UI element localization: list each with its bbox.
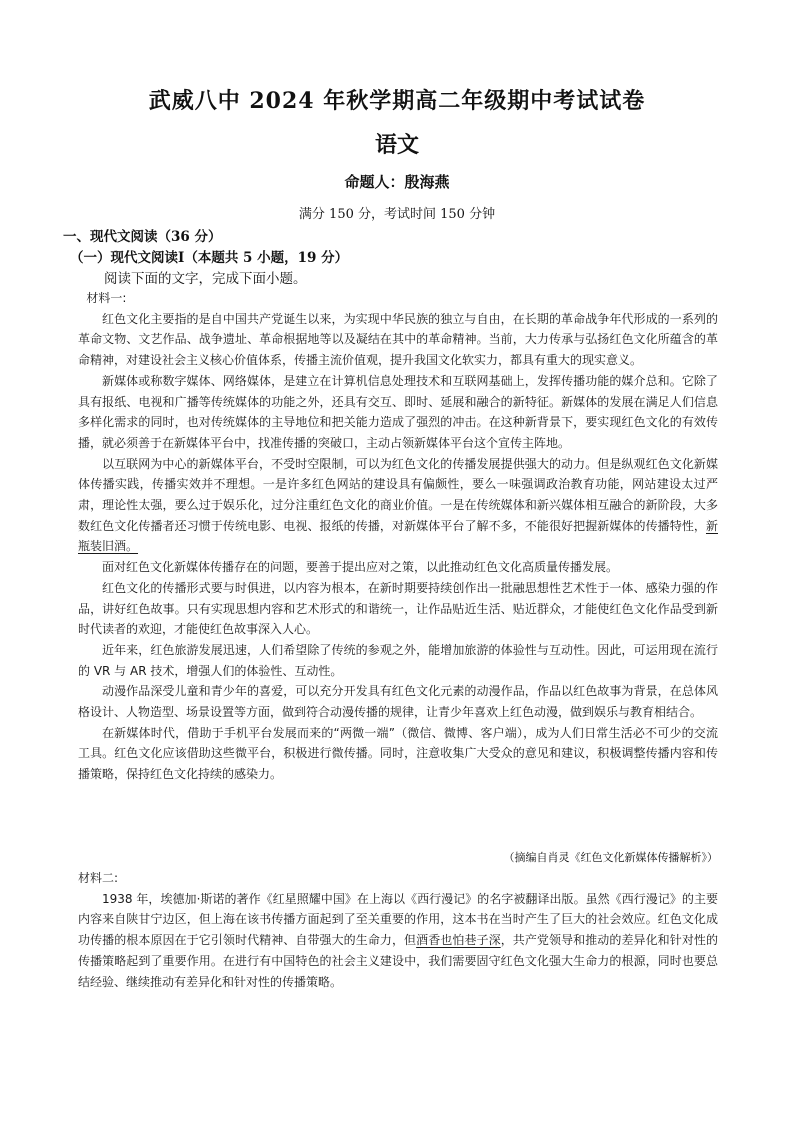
- paragraph: 近年来，红色旅游发展迅速，人们希望除了传统的参观之外，能增加旅游的体验性与互动性。因此，可运用现在流行的 VR 与 AR 技术，增强人们的体验性、互动性。: [78, 642, 718, 678]
- paragraph: 动漫作品深受儿童和青少年的喜爱，可以充分开发具有红色文化元素的动漫作品，作品以红色故事为背景，在总体风格设计、人物造型、场景设置等方面，做到符合动漫传播的规律，让青少年喜欢上红色动漫，做到娱乐与教育相结合。: [78, 684, 718, 720]
- section-heading: 一、现代文阅读（36 分）: [63, 229, 222, 245]
- source-citation: （摘编自肖灵《红色文化新媒体传播解析》）: [503, 851, 718, 864]
- paragraph: 面对红色文化新媒体传播存在的问题，要善于提出应对之策，以此推动红色文化高质量传播发展。: [102, 560, 619, 575]
- paragraph: 红色文化主要指的是自中国共产党诞生以来，为实现中华民族的独立与自由，在长期的革命战争年代形成的一系列的革命文物、文艺作品、战争遗址、革命根据地等以及凝结在其中的革命精神。当前，大力传承与弘扬红色文化所蕴含的革命精神，对建设社会主义核心价值体系，传播主流价值观，提升我国文化软实力，都具有重大的现实意义。: [78, 311, 718, 368]
- underlined-phrase: 酒香也怕巷子深: [416, 933, 501, 948]
- paragraph-text: ，共产党领导和推动的差异化和针对性的传播策略起到了重要作用。在进行有中国特色的社会主义建设中，我们需要固守红色文化强大生命力的根源，同时也要总结经验、继续推动有差异化和针对性的传播策略。: [78, 933, 718, 989]
- material-two-label: 材料二:: [78, 871, 119, 885]
- score-time-line: 满分 150 分，考试时间 150 分钟: [298, 207, 496, 222]
- author-line: 命题人：殷海燕: [344, 173, 450, 191]
- subsection-heading: （一）现代文阅读Ⅰ（本题共 5 小题，19 分）: [70, 250, 349, 266]
- subject-title: 语文: [374, 132, 419, 158]
- exam-title: 武威八中 2024 年秋学期高二年级期中考试试卷: [148, 88, 646, 114]
- paragraph: 新媒体或称数字媒体、网络媒体，是建立在计算机信息处理技术和互联网基础上，发挥传播功能的媒介总和。它除了具有报纸、电视和广播等传统媒体的功能之外，还具有交互、即时、延展和融合的新特征。新媒体的发展在满足人们信息多样化需求的同时，也对传统媒体的主导地位和把关能力造成了强烈的冲击。在这种新背景下，要实现红色文化的有效传播，就必须善于在新媒体平台中，找准传播的突破口，主动占领新媒体平台这个宣传主阵地。: [78, 373, 718, 450]
- paragraph: [78, 889, 718, 993]
- paragraph: 红色文化的传播形式要与时俱进，以内容为根本，在新时期要持续创作出一批融思想性艺术性于一体、感染力强的作品，讲好红色故事。只有实现思想内容和艺术形式的和谐统一，让作品贴近生活、贴近群众，才能使红色文化作品受到新时代读者的欢迎，才能使红色故事深入人心。: [78, 580, 718, 637]
- paragraph-text: 以互联网为中心的新媒体平台，不受时空限制，可以为红色文化的传播发展提供强大的动力。但是纵观红色文化新媒体传播实践，传播实效并不理想。一是许多红色网站的建设具有偏颇性，要么一味强调政治教育功能，网站建设太过严肃，理论性太强，要么过于娱乐化，过分注重红色文化的商业价值。一是在传统媒体和新兴媒体相互融合的新阶段，大多数红色文化传播者还习惯于传统电影、电视、报纸的传播，对新媒体平台了解不多，不能很好把握新媒体的传播特性，: [78, 456, 718, 533]
- reading-instruction: 阅读下面的文字，完成下面小题。: [104, 271, 307, 287]
- paragraph: [78, 454, 718, 558]
- paragraph-text: 1938 年，埃德加·斯诺的著作《红星照耀中国》在上海以《西行漫记》的名字被翻译出版。虽然《西行漫记》的主要内容来自陕甘宁边区，但上海在该书传播方面起到了至关重要的作用，这本书在当时产生了巨大的社会效应。红色文化成功传播的根本原因在于它引领时代精神、自带强大的生命力，但: [78, 891, 718, 948]
- material-one-label: 材料一:: [86, 291, 127, 305]
- material-two: [78, 868, 718, 992]
- paragraph: 在新媒体时代，借助于手机平台发展而来的“两微一端”（微信、微博、客户端），成为人们日常生活必不可少的交流工具。红色文化应该借助这些微平台，积极进行微传播。同时，注意收集广大受众的意见和建议，积极调整传播内容和传播策略，保持红色文化持续的感染力。: [78, 725, 718, 782]
- material-one: [78, 288, 718, 785]
- underlined-phrase: 新瓶装旧酒。: [78, 518, 718, 554]
